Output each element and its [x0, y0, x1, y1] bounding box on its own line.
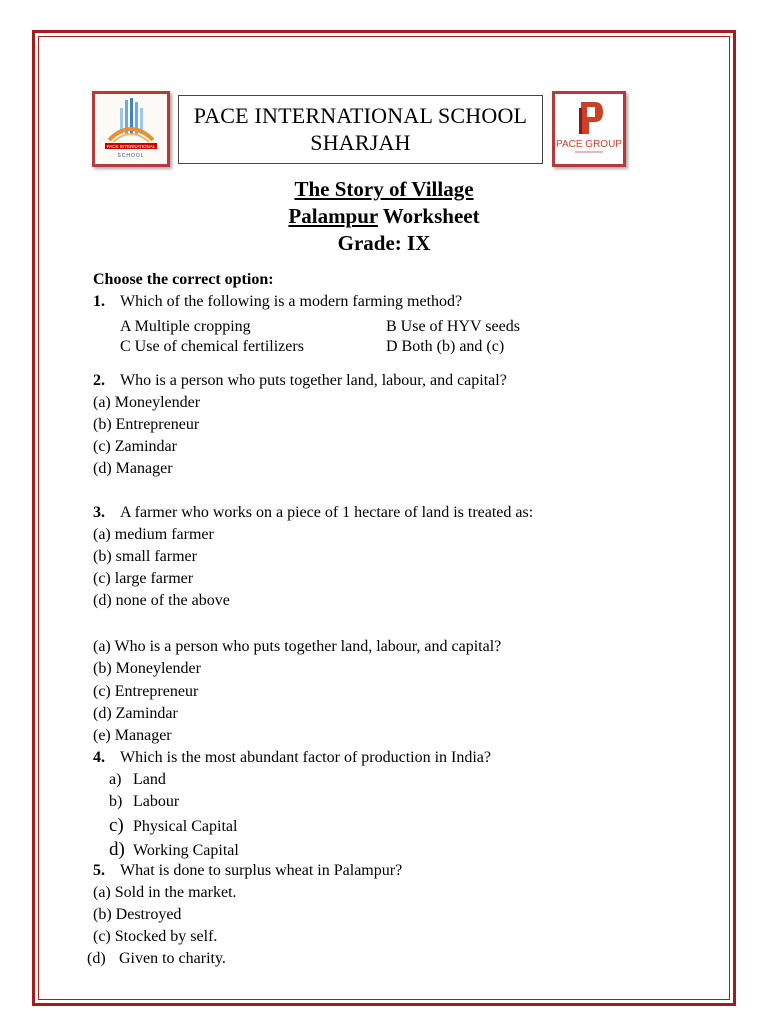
- question-5-option: (c) Stocked by self.: [93, 928, 218, 945]
- question-2-text: Who is a person who puts together land, labour, and capital?: [120, 372, 507, 389]
- question-5-number: 5.: [93, 862, 105, 879]
- question-4-number: 4.: [93, 749, 105, 766]
- question-4-option-d: [109, 839, 239, 861]
- question-3-option: (d) none of the above: [93, 592, 230, 609]
- question-1-option-b: B Use of HYV seeds: [386, 318, 520, 335]
- school-logo: [92, 91, 170, 167]
- pace-group-logo-text: PACE GROUP: [556, 139, 622, 150]
- repeat-question-line: (a) Who is a person who puts together land, labour, and capital?: [93, 638, 502, 655]
- question-5-option: (a) Sold in the market.: [93, 884, 237, 901]
- question-3-text: A farmer who works on a piece of 1 hectare of land is treated as:: [120, 504, 534, 521]
- question-5: [93, 862, 402, 880]
- question-5-option-d: [87, 950, 226, 968]
- question-1-text: Which of the following is a modern farming method?: [120, 293, 463, 310]
- question-2: [93, 372, 507, 390]
- school-logo-text-2: SCHOOL: [117, 153, 145, 159]
- question-2-option: (b) Entrepreneur: [93, 416, 200, 433]
- question-4-option-c: [109, 815, 237, 837]
- repeat-option-line: (c) Entrepreneur: [93, 683, 199, 700]
- question-4-option-a-text: Land: [133, 771, 166, 788]
- question-1: [93, 293, 462, 311]
- question-4-option-a: [109, 771, 166, 789]
- question-2-option: (d) Manager: [93, 460, 173, 477]
- title-worksheet: Worksheet: [377, 204, 480, 228]
- title-palampur: Palampur: [288, 204, 378, 228]
- question-4-option-b-text: Labour: [133, 793, 180, 810]
- school-logo-text-1: PACE INTERNATIONAL: [106, 144, 156, 149]
- question-4: [93, 749, 491, 767]
- worksheet-grade: Grade: IX: [337, 231, 431, 255]
- question-4-text: Which is the most abundant factor of production in India?: [120, 749, 492, 766]
- school-name-line2: SHARJAH: [310, 130, 411, 155]
- question-3-number: 3.: [93, 504, 105, 521]
- question-3-option: (a) medium farmer: [93, 526, 214, 543]
- repeat-option-line: (e) Manager: [93, 727, 172, 744]
- question-5-option-d-label: (d): [87, 950, 106, 967]
- pace-group-logo: [552, 91, 626, 167]
- school-name-box: [178, 95, 543, 164]
- question-5-option: (b) Destroyed: [93, 906, 182, 923]
- pace-group-logo-graphic: [555, 94, 623, 164]
- title-line1-text: The Story of Village: [294, 177, 474, 201]
- question-4-option-c-label: c): [109, 815, 124, 836]
- school-logo-graphic: [95, 94, 167, 164]
- question-1-option-d: D Both (b) and (c): [386, 338, 505, 355]
- worksheet-title-line2: [0, 204, 768, 229]
- question-2-number: 2.: [93, 372, 105, 389]
- question-3: [93, 504, 533, 522]
- question-1-option-a: A Multiple cropping: [120, 318, 251, 335]
- question-4-option-c-text: Physical Capital: [133, 818, 238, 835]
- question-5-text: What is done to surplus wheat in Palampur?: [120, 862, 403, 879]
- question-3-option: (b) small farmer: [93, 548, 197, 565]
- question-1-option-c: C Use of chemical fertilizers: [120, 338, 304, 355]
- question-4-option-a-label: a): [109, 771, 122, 788]
- question-4-option-b-label: b): [109, 793, 123, 810]
- question-4-option-d-text: Working Capital: [133, 842, 239, 859]
- instruction-text: Choose the correct option:: [93, 271, 274, 288]
- question-2-option: (a) Moneylender: [93, 394, 201, 411]
- question-5-option-d-text: Given to charity.: [119, 950, 226, 967]
- school-name-line1: PACE INTERNATIONAL SCHOOL: [193, 103, 528, 128]
- repeat-option-line: (d) Zamindar: [93, 705, 178, 722]
- repeat-option-line: (b) Moneylender: [93, 660, 201, 677]
- worksheet-title-line1: [0, 177, 768, 202]
- question-4-option-d-label: d): [109, 839, 125, 860]
- question-2-option: (c) Zamindar: [93, 438, 177, 455]
- question-3-option: (c) large farmer: [93, 570, 194, 587]
- question-4-option-b: [109, 793, 179, 811]
- question-1-number: 1.: [93, 293, 105, 310]
